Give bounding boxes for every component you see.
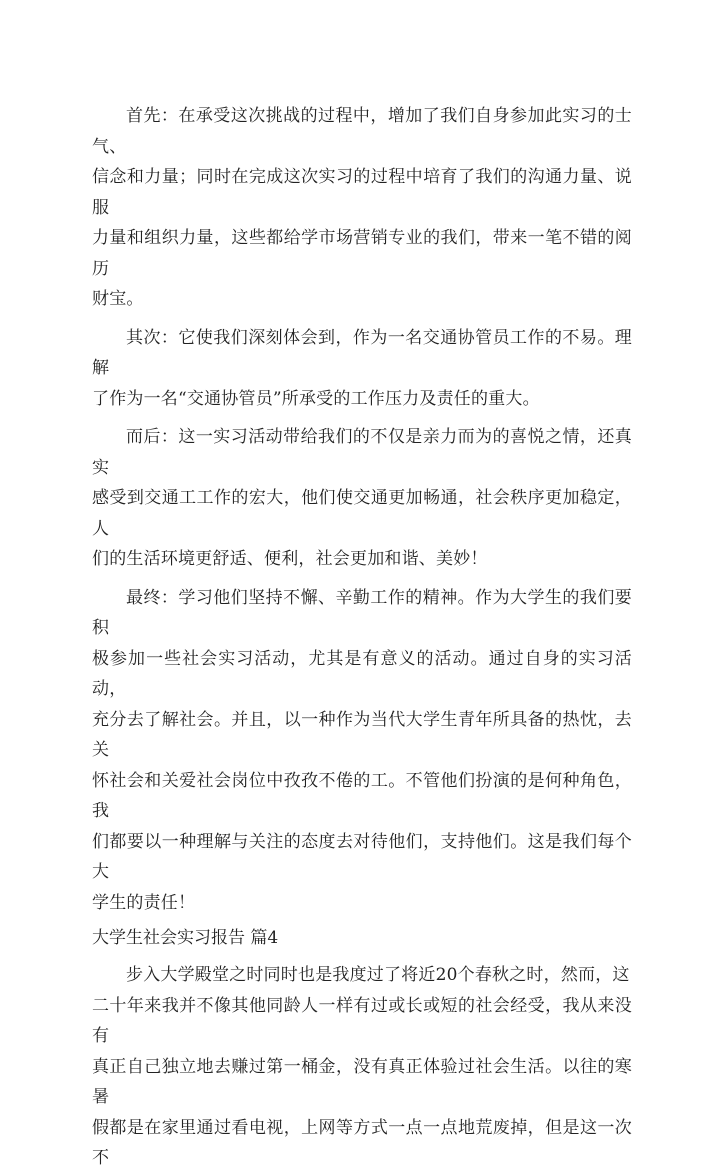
section-heading: 大学生社会实习报告 篇4	[92, 928, 279, 948]
text-line: 们都要以一种理解与关注的态度去对待他们，支持他们。这是我们每个大	[92, 831, 632, 882]
text-line: 步入大学殿堂之时同时也是我度过了将近20个春秋之时，然而，这	[126, 965, 630, 985]
text-line: 们的生活环境更舒适、便利，社会更加和谐、美妙！	[92, 549, 488, 569]
text-line: 了作为一名“交通协管员”所承受的工作压力及责任的重大。	[92, 388, 540, 409]
text-line: 其次：它使我们深刻体会到，作为一名交通协管员工作的不易。理解	[92, 327, 632, 378]
paragraph-then	[92, 422, 632, 575]
text-line: 假都是在家里通过看电视，上网等方式一点一点地荒废掉，但是这一次不	[92, 1117, 632, 1168]
document-page	[92, 101, 632, 1174]
text-line: 充分去了解社会。并且，以一种作为当代大学生青年所具备的热忱，去关	[92, 709, 632, 760]
text-line: 而后：这一实习活动带给我们的不仅是亲力而为的喜悦之情，还真实	[92, 427, 632, 478]
text-line: 真正自己独立地去赚过第一桶金，没有真正体验过社会生活。以往的寒暑	[92, 1056, 632, 1107]
text-line: 极参加一些社会实习活动，尤其是有意义的活动。通过自身的实习活动，	[92, 648, 632, 699]
text-line: 最终：学习他们坚持不懈、辛勤工作的精神。作为大学生的我们要积	[92, 587, 632, 638]
text-line: 首先：在承受这次挑战的过程中，增加了我们自身参加此实习的士气、	[92, 106, 632, 157]
paragraph-section-intro	[92, 960, 632, 1174]
text-line: 怀社会和关爱社会岗位中孜孜不倦的工。不管他们扮演的是何种角色，我	[92, 770, 632, 821]
text-line: 力量和组织力量，这些都给学市场营销专业的我们，带来一笔不错的阅历	[92, 228, 632, 279]
text-line: 二十年来我并不像其他同龄人一样有过或长或短的社会经受，我从来没有	[92, 995, 632, 1046]
paragraph-finally	[92, 583, 632, 919]
text-line: 信念和力量；同时在完成这次实习的过程中培育了我们的沟通力量、说服	[92, 167, 632, 218]
text-line: 感受到交通工工作的宏大，他们使交通更加畅通，社会秩序更加稳定，人	[92, 488, 632, 539]
paragraph-second	[92, 323, 632, 415]
text-line: 财宝。	[92, 289, 144, 309]
text-line: 学生的责任！	[92, 892, 196, 913]
paragraph-first	[92, 101, 632, 315]
